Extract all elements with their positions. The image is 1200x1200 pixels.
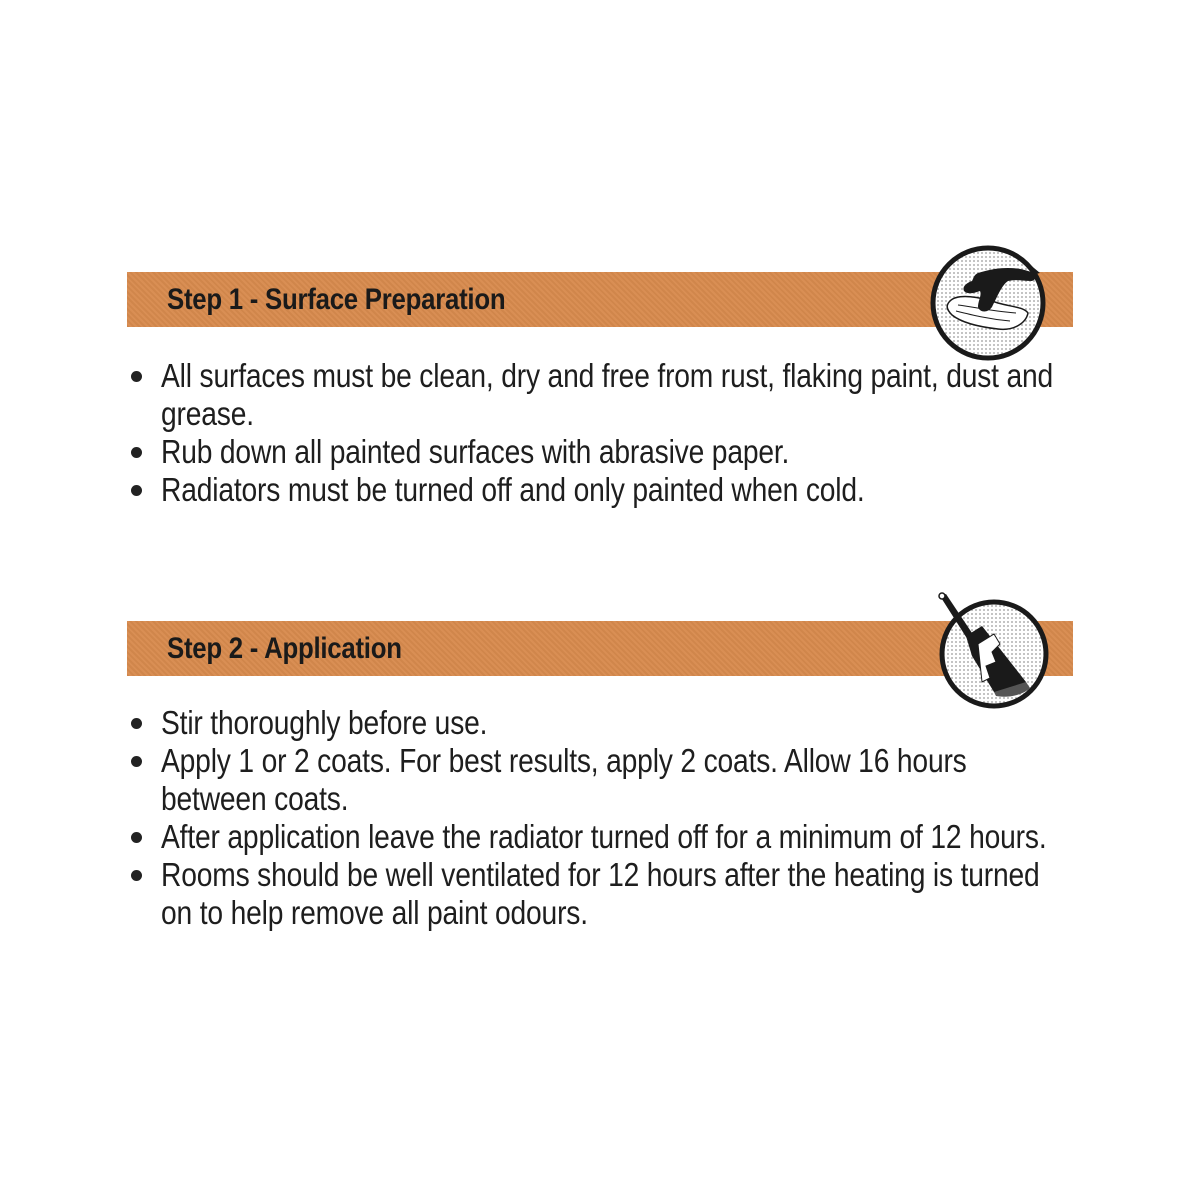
step-1-bullet-list <box>128 357 1088 509</box>
bullet-icon <box>131 447 142 458</box>
bullet-icon <box>131 870 142 881</box>
list-item: Apply 1 or 2 coats. For best results, apply 2 coats. Allow 16 hours between coats. <box>128 742 1088 818</box>
list-item: Rooms should be well ventilated for 12 hours after the heating is turned on to help remove all paint odours. <box>128 856 1088 932</box>
bullet-icon <box>131 756 142 767</box>
step-2-header-band <box>127 621 1073 676</box>
hand-wiping-cloth-icon <box>928 243 1048 363</box>
list-item: Rub down all painted surfaces with abrasive paper. <box>128 433 1088 471</box>
step-2-title: Step 2 - Application <box>167 632 402 665</box>
list-item: Radiators must be turned off and only painted when cold. <box>128 471 1088 509</box>
paint-brush-icon <box>934 592 1054 712</box>
list-item: All surfaces must be clean, dry and free from rust, flaking paint, dust and grease. <box>128 357 1088 433</box>
list-item: Stir thoroughly before use. <box>128 704 1088 742</box>
bullet-icon <box>131 371 142 382</box>
bullet-icon <box>131 832 142 843</box>
bullet-icon <box>131 718 142 729</box>
bullet-icon <box>131 485 142 496</box>
step-2-bullet-list <box>128 704 1088 932</box>
list-item: After application leave the radiator turned off for a minimum of 12 hours. <box>128 818 1088 856</box>
step-1-title: Step 1 - Surface Preparation <box>167 283 506 316</box>
